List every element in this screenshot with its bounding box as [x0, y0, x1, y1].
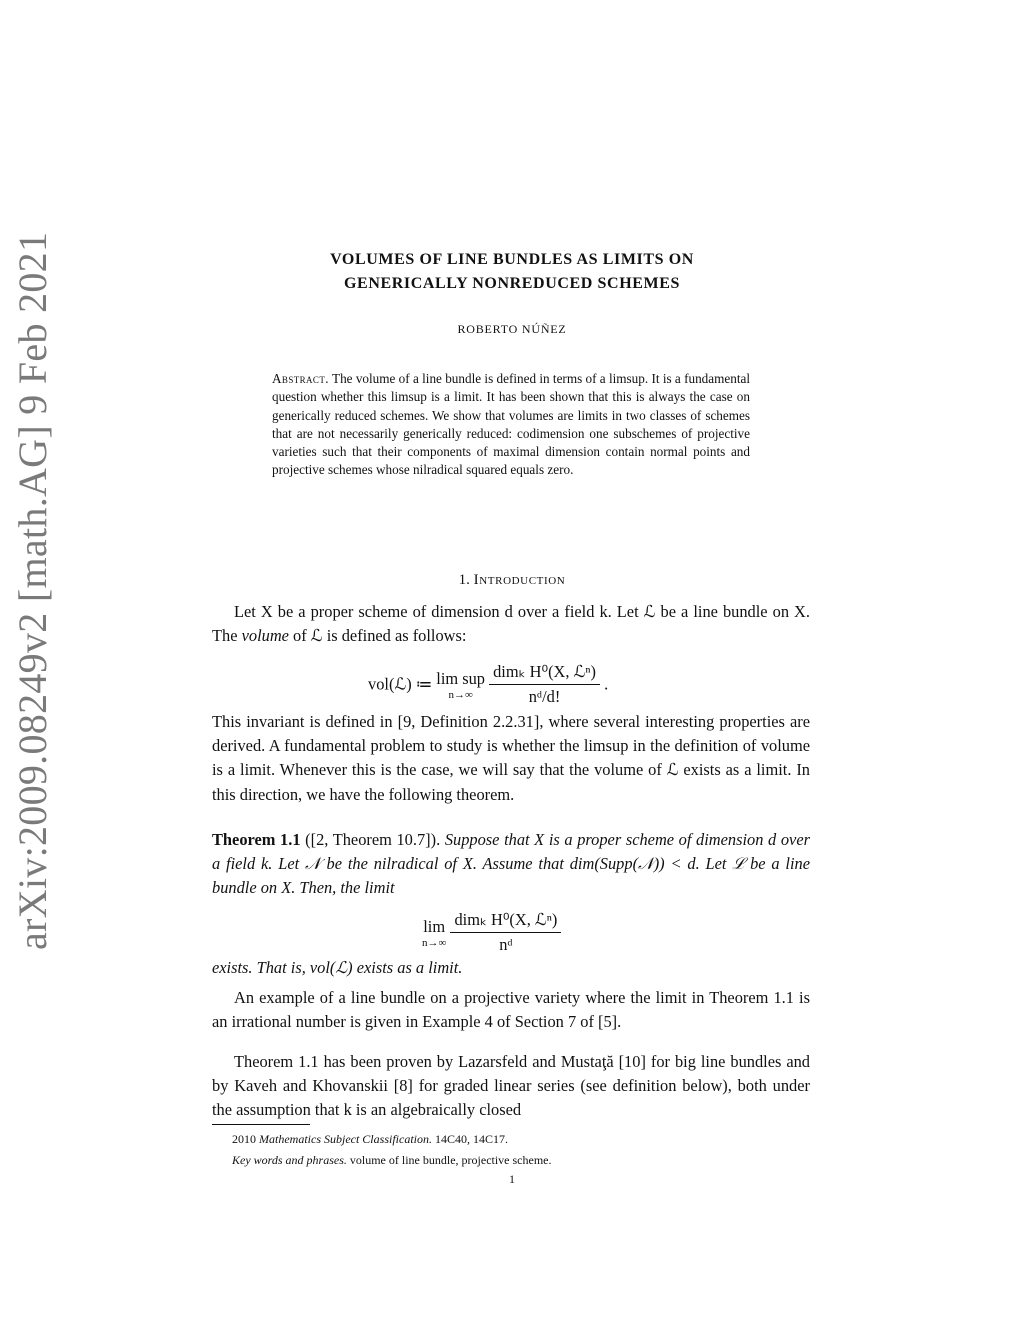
- eq1-denominator: nᵈ/d!: [528, 687, 561, 706]
- footnote-msc: [232, 1131, 792, 1147]
- paper-title: [212, 248, 812, 296]
- theorem-tail: exists. That is, vol(ℒ) exists as a limit.: [212, 958, 463, 977]
- author-name: ROBERTO NÚÑEZ: [457, 322, 567, 336]
- footnote-keywords-label: Key words and phrases.: [232, 1153, 347, 1167]
- section-number: 1.: [458, 572, 470, 588]
- eq1-operator: lim sup: [436, 668, 485, 688]
- eq1-fraction: [489, 662, 600, 707]
- section-heading: [212, 572, 812, 589]
- eq1-numerator: dimₖ H⁰(X, ℒⁿ): [489, 662, 600, 685]
- arxiv-identifier-stamp[interactable]: arXiv:2009.08249v2 [math.AG] 9 Feb 2021: [10, 231, 55, 950]
- paragraph-2: This invariant is defined in [9, Definition 2.2.31], where several interesting properties are derived. A fundamental problem to study is whether the limsup in the definition of volume is a limit. Whenever this is the case, we will say that the volume of ℒ exists as a limit. In this direction, we have the following theorem.: [212, 712, 810, 804]
- theorem-statement: Suppose that X is a proper scheme of dimension d over a field k. Let 𝒩 be the nilradical of X. Assume that dim(Supp(𝒩)) < d. Let ℒ be a line bundle on X. Then, the limit: [212, 830, 810, 898]
- title-line-1: VOLUMES OF LINE BUNDLES AS LIMITS ON: [330, 251, 694, 268]
- title-line-2: GENERICALLY NONREDUCED SCHEMES: [344, 275, 680, 292]
- volume-definition-equation: [368, 662, 608, 707]
- footnote-rule: [212, 1124, 310, 1125]
- footnote-msc-codes: 14C40, 14C17.: [431, 1132, 508, 1146]
- footnote-keywords-text: volume of line bundle, projective scheme.: [346, 1153, 552, 1167]
- abstract-text: The volume of a line bundle is defined in terms of a limsup. It is a fundamental question whether this limsup is a limit. It has been shown that this is always the case on generically reduced schemes. We show that volumes are limits in two classes of schemes that are not necessarily generically reduced: codimension one subschemes of projective varieties such that their components of maximal dimension contain normal points and projective schemes whose nilradical squared equals zero.: [272, 371, 750, 478]
- abstract: [272, 370, 750, 480]
- paragraph-3: An example of a line bundle on a projective variety where the limit in Theorem 1.1 is an irrational number is given in Example 4 of Section 7 of [5].: [212, 988, 810, 1032]
- eq1-period: .: [604, 674, 609, 694]
- eq2-operator: lim: [423, 916, 446, 936]
- intro-text-a: Let X be a proper scheme of dimension d over a field k. Let ℒ be a line bundle on X. The: [212, 602, 810, 646]
- eq1-subscript: n→∞: [448, 688, 473, 701]
- theorem-1-1: [212, 828, 810, 901]
- paragraph-4: Theorem 1.1 has been proven by Lazarsfeld and Mustaţă [10] for big line bundles and by Kaveh and Khovanskii [8] for graded linear series (see definition below), both under the assumption that k is an algebraically closed: [212, 1052, 810, 1120]
- section-title: Introduction: [473, 572, 566, 588]
- eq2-fraction: [450, 910, 561, 955]
- eq1-lhs: vol(ℒ) ≔: [368, 674, 437, 694]
- abstract-label: Abstract.: [272, 371, 329, 386]
- eq2-subscript: n→∞: [422, 936, 447, 949]
- eq2-denominator: nᵈ: [499, 935, 513, 954]
- footnote-keywords: [232, 1152, 792, 1168]
- eq2-numerator: dimₖ H⁰(X, ℒⁿ): [450, 910, 561, 933]
- page-number: 1: [509, 1172, 515, 1186]
- intro-paragraph: [212, 600, 810, 648]
- theorem-citation: ([2, Theorem 10.7]).: [305, 830, 441, 849]
- footnote-msc-year: 2010: [232, 1132, 259, 1146]
- limit-equation: [422, 910, 561, 955]
- intro-volume-term: volume: [241, 626, 289, 646]
- footnote-msc-label: Mathematics Subject Classification.: [259, 1132, 432, 1146]
- theorem-label: Theorem 1.1: [212, 830, 301, 849]
- eq1-limsup: [436, 669, 485, 701]
- eq2-limit: [422, 917, 446, 949]
- intro-text-b: of ℒ is defined as follows:: [288, 626, 467, 646]
